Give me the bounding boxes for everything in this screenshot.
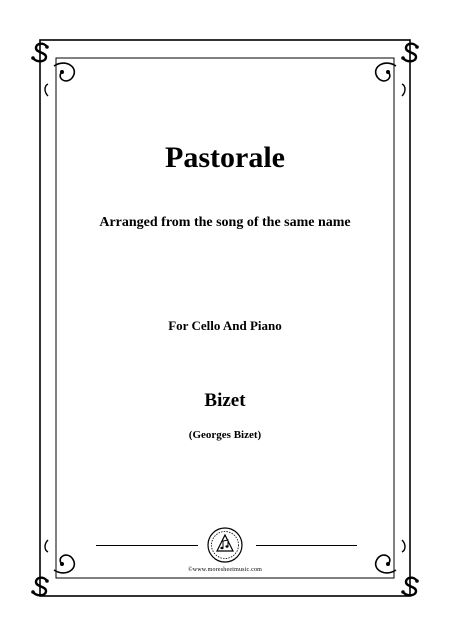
- footer-rule-right: [256, 545, 357, 546]
- footer-rule-left: [96, 545, 198, 546]
- corner-scroll-icon: [376, 63, 396, 81]
- footer-copyright-url: ©www.moresheetmusic.com: [187, 567, 263, 573]
- composer-full-name: (Georges Bizet): [188, 429, 262, 441]
- music-seal-logo-icon: [206, 526, 244, 564]
- corner-scroll-icon: [54, 63, 74, 81]
- instrumentation-label: For Cello And Piano: [168, 318, 282, 333]
- composer-name: Bizet: [204, 390, 246, 411]
- piece-title: Pastorale: [165, 141, 285, 174]
- piece-subtitle: Arranged from the song of the same name: [99, 215, 351, 230]
